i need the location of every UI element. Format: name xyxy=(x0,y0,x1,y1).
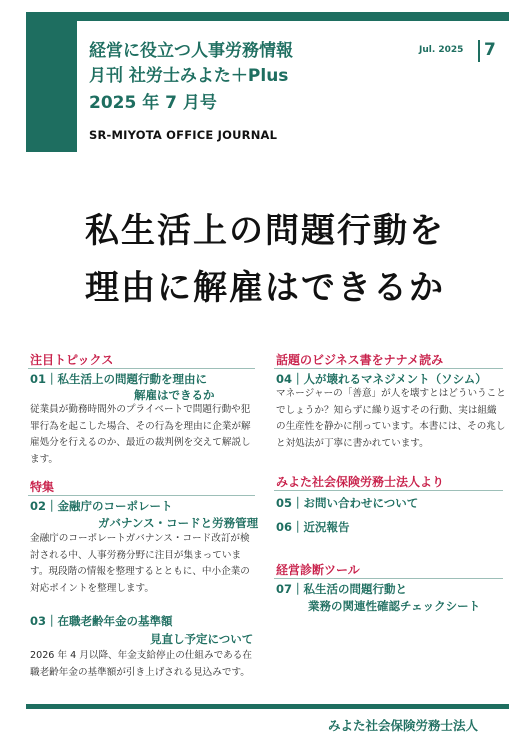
article-06-title[interactable]: 06｜近況報告 xyxy=(276,520,350,534)
magazine-title: 月刊 社労士みよた＋Plus xyxy=(89,66,289,86)
section-rule xyxy=(28,495,255,496)
article-03-title-cont[interactable]: 見直し予定について xyxy=(150,632,254,646)
issue-month: 2025 年 7 月号 xyxy=(89,93,217,113)
top-rule xyxy=(26,12,509,21)
section-label-business-books: 話題のビジネス書をナナメ読み xyxy=(276,353,444,367)
section-rule xyxy=(274,490,503,491)
article-02-description: 金融庁のコーポレートガバナンス・コード改訂が検討される中、人事労務分野に注目が集まっています。現段階の情報を整理するとともに、中小企業の対応ポイントを整理します。 xyxy=(30,533,250,594)
article-04-description: マネージャーの「善意」が人を壊すとはどういうことでしょうか？知らずに繰り返すその行動、実は組織の生産性を静かに削っています。本書には、その兆しと対処法が丁寧に書かれています。 xyxy=(276,388,506,449)
article-01-title[interactable]: 01｜私生活上の問題行動を理由に xyxy=(30,372,208,386)
article-03-title[interactable]: 03｜在職老齢年金の基準額 xyxy=(30,614,173,628)
article-07-title[interactable]: 07｜私生活の問題行動と xyxy=(276,582,408,596)
publisher-name: みよた社会保険労務士法人 xyxy=(328,718,479,733)
issue-number: 7 xyxy=(484,40,496,60)
section-rule xyxy=(274,368,503,369)
magazine-subtitle: 経営に役立つ人事労務情報 xyxy=(89,41,293,61)
article-03-description: 2026 年 4 月以降、年金支給停止の仕組みである在職老齢年金の基準額が引き上げされる見込みです。 xyxy=(30,650,252,678)
article-05-title[interactable]: 05｜お問い合わせについて xyxy=(276,496,419,510)
issue-divider xyxy=(478,40,480,62)
section-rule xyxy=(28,368,255,369)
headline-line-2: 理由に解雇はできるか xyxy=(85,268,445,308)
brand-block xyxy=(26,21,77,152)
section-label-feature: 特集 xyxy=(30,480,55,494)
section-rule xyxy=(274,578,503,579)
article-07-title-cont[interactable]: 業務の関連性確認チェックシート xyxy=(308,599,481,613)
bottom-rule xyxy=(26,704,509,709)
issue-date: Jul. 2025 xyxy=(419,45,464,55)
section-label-diagnosis-tool: 経営診断ツール xyxy=(276,563,360,577)
article-04-title[interactable]: 04｜人が壊れるマネジメント（ソシム） xyxy=(276,372,487,386)
article-01-title-cont[interactable]: 解雇はできるか xyxy=(134,388,215,402)
article-02-title-cont[interactable]: ガバナンス・コードと労務管理 xyxy=(98,516,259,530)
section-label-topics: 注目トピックス xyxy=(30,353,114,367)
section-label-office-news: みよた社会保険労務士法人より xyxy=(276,475,445,489)
journal-name: SR-MIYOTA OFFICE JOURNAL xyxy=(89,128,278,142)
article-01-description: 従業員が勤務時間外のプライベートで問題行動や犯罪行為を起こした場合、その行為を理由に企業が解雇処分を行えるのか、最近の裁判例を交えて解説します。 xyxy=(30,404,251,465)
headline-line-1: 私生活上の問題行動を xyxy=(85,211,445,251)
article-02-title[interactable]: 02｜金融庁のコーポレート xyxy=(30,499,173,513)
